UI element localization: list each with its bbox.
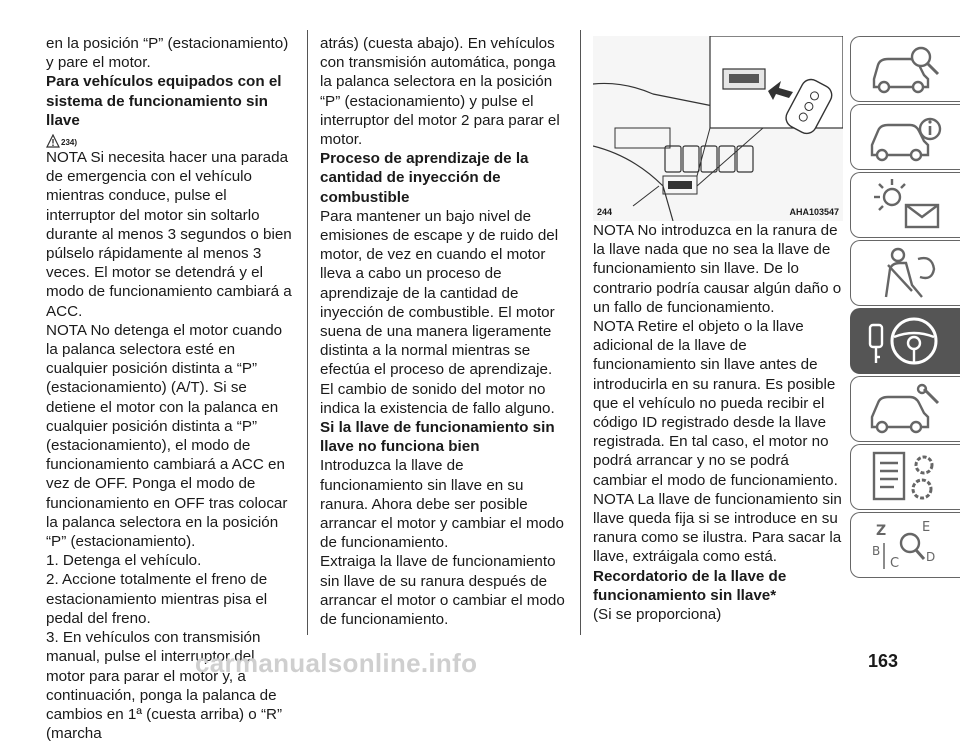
- text-column-1: [46, 34, 296, 743]
- watermark: carmanualsonline.info: [195, 648, 478, 678]
- tab-car-overview[interactable]: [850, 36, 960, 102]
- svg-text:C: C: [889, 556, 899, 571]
- car-info-icon: [866, 109, 946, 165]
- warning-triangle-icon: [46, 134, 60, 148]
- tab-emergencies[interactable]: [850, 376, 960, 442]
- paragraph: NOTA Si necesita hacer una parada de emergencia con el vehículo mientras conduce, pulse el interruptor del motor sin soltarlo durante al menos 3 segundos o bien púlselo rápidamente al menos 3 veces. El motor se detendrá y el modo de funcionamiento cambiará a ACC.: [46, 149, 292, 320]
- paragraph: NOTA No detenga el motor cuando la palanca selectora esté en cualquier posición distinta a “P” (estacionamiento) (A/T). Si se detiene el motor con la palanca en cualquier posición distinta a “P” (estacionamiento), el modo de funcionamiento cambiará a ACC en vez de OFF. Ponga el modo de funcionamiento en OFF tras colocar la palanca selectora en la posición “P” (estacionamiento).: [46, 321, 288, 551]
- page-number: 163: [868, 651, 899, 671]
- tab-starting-driving[interactable]: [850, 308, 960, 374]
- paragraph: Para mantener un bajo nivel de emisiones de escape y de ruido del motor, de vez en cuando el motor lleva a cabo un proceso de aprendizaje de la cantidad de inyección de combustible. El motor suena de una manera ligeramente distinta a la normal mientras se efectúa el proceso de aprendizaje. El cambio de sonido del motor no indica la existencia de fallo alguno.: [320, 207, 559, 417]
- text-column-3: [593, 0, 843, 624]
- figure-caption: [593, 207, 843, 219]
- figure-code: AHA103547: [789, 207, 839, 218]
- tab-safety[interactable]: [850, 240, 960, 306]
- column-divider: [580, 30, 581, 635]
- seatbelt-airbag-icon: [866, 245, 946, 301]
- warning-reference: [46, 130, 296, 148]
- alphabet-index-icon: [866, 517, 946, 573]
- section-heading: Recordatorio de la llave de funcionamiento sin llave*: [593, 567, 787, 604]
- key-slot-drawing: [593, 36, 843, 221]
- tab-instruments[interactable]: [850, 104, 960, 170]
- car-wrench-icon: [866, 381, 946, 437]
- list-item: 3. En vehículos con transmisión manual, pulse el interruptor del motor para parar el motor y, a continuación, ponga la palanca de cambios en 1ª (cuesta arriba) o “R” (marcha: [46, 629, 283, 743]
- tab-lights-messages[interactable]: [850, 172, 960, 238]
- paragraph: Introduzca la llave de funcionamiento sin llave en su ranura. Ahora debe ser posible arrancar el motor y cambiar el modo de funcionamiento.: [320, 457, 564, 552]
- section-heading: Proceso de aprendizaje de la cantidad de inyección de combustible: [320, 150, 529, 206]
- text-column-2: [320, 34, 565, 629]
- svg-text:E: E: [921, 520, 930, 535]
- list-item: 2. Accione totalmente el freno de estacionamiento mientras pisa el pedal del freno.: [46, 571, 268, 627]
- list-item: 1. Detenga el vehículo.: [46, 552, 202, 570]
- paragraph: en la posición “P” (estacionamiento) y pare el motor.: [46, 35, 289, 72]
- figure-number: 244: [597, 207, 613, 218]
- section-heading: Si la llave de funcionamiento sin llave no funciona bien: [320, 419, 555, 456]
- paragraph: atrás) (cuesta abajo). En vehículos con transmisión automática, ponga la palanca selectora en la posición “P” (estacionamiento) y pulse el interruptor del motor 2 para parar el motor.: [320, 35, 560, 149]
- svg-text:Z: Z: [875, 523, 886, 539]
- svg-text:D: D: [925, 550, 935, 564]
- column-divider: [307, 30, 308, 635]
- key-slot-illustration: [593, 36, 843, 221]
- paragraph: (Si se proporciona): [593, 606, 722, 624]
- svg-text:B: B: [871, 544, 880, 558]
- car-search-icon: [866, 41, 946, 97]
- paragraph: NOTA No introduzca en la ranura de la llave nada que no sea la llave de funcionamiento sin llave. De lo contrario podría causar algún daño o un fallo de funcionamiento.: [593, 222, 842, 316]
- section-heading: Para vehículos equipados con el sistema de funcionamiento sin llave: [46, 73, 282, 129]
- key-steering-wheel-icon: [866, 313, 946, 369]
- tab-index[interactable]: [850, 512, 960, 578]
- tab-technical-data[interactable]: [850, 444, 960, 510]
- lights-mail-icon: [866, 177, 946, 233]
- paragraph: NOTA La llave de funcionamiento sin llave queda fija si se introduce en su ranura como se ilustra. Para sacar la llave, extráigala como está.: [593, 490, 842, 566]
- specs-gears-icon: [866, 449, 946, 505]
- paragraph: NOTA Retire el objeto o la llave adicional de la llave de funcionamiento sin llave antes de introducirla en su ranura. Es posible que el vehículo no pueda recibir el código ID registrado desde la llave registrada. En tal caso, el motor no podrá arrancar y no se podrá cambiar el modo de funcionamiento.: [593, 318, 838, 489]
- warning-ref-number: 234): [61, 138, 78, 148]
- paragraph: Extraiga la llave de funcionamiento sin llave de su ranura después de arrancar el motor o cambiar el modo de funcionamiento.: [320, 553, 565, 629]
